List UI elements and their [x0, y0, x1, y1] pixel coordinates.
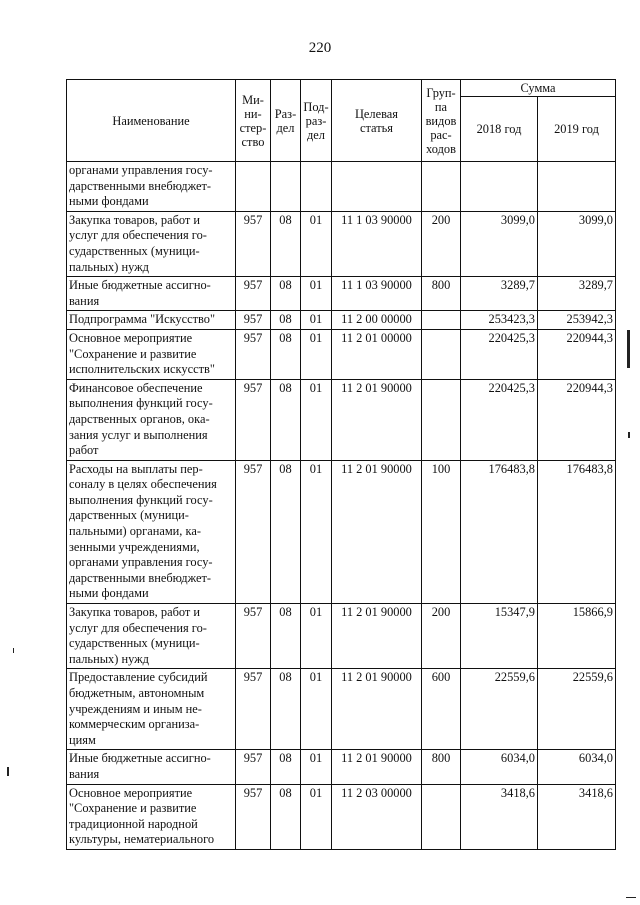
header-target: Целевая статья: [332, 80, 422, 162]
cell-section: 08: [271, 750, 301, 784]
cell-name: Основное мероприятие "Сохранение и развитие исполнительских искусств": [67, 329, 236, 379]
cell-expense-type: 100: [422, 460, 461, 603]
cell-2018: 176483,8: [461, 460, 538, 603]
cell-2018: 253423,3: [461, 311, 538, 330]
cell-ministry: 957: [236, 211, 271, 276]
table-row: [67, 311, 616, 330]
cell-name: Основное мероприятие "Сохранение и развитие традиционной народной культуры, нематериального: [67, 784, 236, 849]
cell-expense-type: 200: [422, 604, 461, 669]
cell-2018: [461, 162, 538, 212]
table-row: [67, 784, 616, 849]
cell-ministry: 957: [236, 379, 271, 460]
cell-2018: 22559,6: [461, 669, 538, 750]
header-section: Раз- дел: [271, 80, 301, 162]
cell-subsection: 01: [301, 604, 332, 669]
cell-subsection: 01: [301, 750, 332, 784]
cell-name: Закупка товаров, работ и услуг для обеспечения го- сударственных (муници- пальных) нужд: [67, 211, 236, 276]
cell-section: 08: [271, 277, 301, 311]
cell-section: 08: [271, 784, 301, 849]
cell-subsection: 01: [301, 329, 332, 379]
table-row: [67, 162, 616, 212]
cell-subsection: 01: [301, 784, 332, 849]
table-row: [67, 669, 616, 750]
cell-2019: 22559,6: [538, 669, 616, 750]
cell-target: 11 2 01 00000: [332, 329, 422, 379]
cell-ministry: 957: [236, 750, 271, 784]
cell-subsection: 01: [301, 311, 332, 330]
cell-subsection: 01: [301, 379, 332, 460]
scan-mark: [628, 432, 630, 438]
table-row: [67, 379, 616, 460]
cell-name: Расходы на выплаты пер- соналу в целях обеспечения выполнения функций госу- дарственных (муници- пальными) органами, ка- зенными учреждениями, органами управления госу- дарственными внебюджет- ными фондами: [67, 460, 236, 603]
cell-target: 11 2 01 90000: [332, 460, 422, 603]
cell-ministry: 957: [236, 460, 271, 603]
table-body: [67, 162, 616, 850]
cell-2018: 220425,3: [461, 329, 538, 379]
cell-expense-type: [422, 311, 461, 330]
cell-name: Подпрограмма "Искусство": [67, 311, 236, 330]
cell-target: 11 1 03 90000: [332, 211, 422, 276]
scan-mark: [7, 767, 9, 776]
cell-target: 11 2 00 00000: [332, 311, 422, 330]
cell-subsection: 01: [301, 460, 332, 603]
cell-subsection: [301, 162, 332, 212]
cell-2019: 15866,9: [538, 604, 616, 669]
cell-section: [271, 162, 301, 212]
cell-name: Финансовое обеспечение выполнения функций госу- дарственных органов, ока- зания услуг и выполнения работ: [67, 379, 236, 460]
cell-expense-type: 800: [422, 277, 461, 311]
table-row: [67, 604, 616, 669]
cell-2018: 3289,7: [461, 277, 538, 311]
table-row: [67, 211, 616, 276]
cell-ministry: 957: [236, 784, 271, 849]
header-name: Наименование: [67, 80, 236, 162]
cell-section: 08: [271, 604, 301, 669]
cell-expense-type: [422, 162, 461, 212]
table-row: [67, 460, 616, 603]
cell-expense-type: [422, 379, 461, 460]
cell-2019: [538, 162, 616, 212]
cell-2018: 15347,9: [461, 604, 538, 669]
header-subsection: Под- раз- дел: [301, 80, 332, 162]
cell-section: 08: [271, 669, 301, 750]
cell-2019: 6034,0: [538, 750, 616, 784]
cell-target: 11 2 03 00000: [332, 784, 422, 849]
cell-2019: 253942,3: [538, 311, 616, 330]
cell-section: 08: [271, 311, 301, 330]
cell-ministry: 957: [236, 311, 271, 330]
cell-target: 11 2 01 90000: [332, 669, 422, 750]
cell-section: 08: [271, 460, 301, 603]
table-row: [67, 277, 616, 311]
cell-2019: 220944,3: [538, 329, 616, 379]
cell-ministry: [236, 162, 271, 212]
cell-ministry: 957: [236, 329, 271, 379]
scan-mark: [13, 648, 14, 653]
cell-2018: 3418,6: [461, 784, 538, 849]
cell-target: 11 2 01 90000: [332, 379, 422, 460]
cell-expense-type: 200: [422, 211, 461, 276]
cell-expense-type: 600: [422, 669, 461, 750]
cell-2019: 176483,8: [538, 460, 616, 603]
header-year-2019: 2019 год: [538, 97, 616, 162]
table-row: [67, 750, 616, 784]
cell-2018: 220425,3: [461, 379, 538, 460]
header-expense-type: Груп- па видов рас- ходов: [422, 80, 461, 162]
cell-section: 08: [271, 211, 301, 276]
cell-target: 11 2 01 90000: [332, 750, 422, 784]
cell-2019: 3099,0: [538, 211, 616, 276]
cell-target: 11 2 01 90000: [332, 604, 422, 669]
cell-expense-type: [422, 329, 461, 379]
cell-subsection: 01: [301, 211, 332, 276]
cell-subsection: 01: [301, 277, 332, 311]
page-number: 220: [308, 40, 332, 56]
cell-target: [332, 162, 422, 212]
cell-ministry: 957: [236, 669, 271, 750]
cell-target: 11 1 03 90000: [332, 277, 422, 311]
cell-2019: 3289,7: [538, 277, 616, 311]
cell-expense-type: 800: [422, 750, 461, 784]
table-row: [67, 329, 616, 379]
header-sum: Сумма: [461, 80, 616, 97]
cell-name: Закупка товаров, работ и услуг для обеспечения го- сударственных (муници- пальных) нужд: [67, 604, 236, 669]
cell-name: органами управления госу- дарственными внебюджет- ными фондами: [67, 162, 236, 212]
budget-table: [66, 79, 616, 850]
cell-ministry: 957: [236, 604, 271, 669]
header-year-2018: 2018 год: [461, 97, 538, 162]
cell-name: Иные бюджетные ассигно- вания: [67, 277, 236, 311]
cell-section: 08: [271, 379, 301, 460]
cell-2018: 3099,0: [461, 211, 538, 276]
scan-mark: [627, 330, 630, 368]
cell-ministry: 957: [236, 277, 271, 311]
header-ministry: Ми- ни- стер- ство: [236, 80, 271, 162]
cell-2019: 220944,3: [538, 379, 616, 460]
scan-mark: [626, 897, 636, 898]
cell-expense-type: [422, 784, 461, 849]
cell-section: 08: [271, 329, 301, 379]
cell-2019: 3418,6: [538, 784, 616, 849]
cell-2018: 6034,0: [461, 750, 538, 784]
cell-name: Иные бюджетные ассигно- вания: [67, 750, 236, 784]
cell-subsection: 01: [301, 669, 332, 750]
cell-name: Предоставление субсидий бюджетным, автономным учреждениям и иным не- коммерческим организа- циям: [67, 669, 236, 750]
